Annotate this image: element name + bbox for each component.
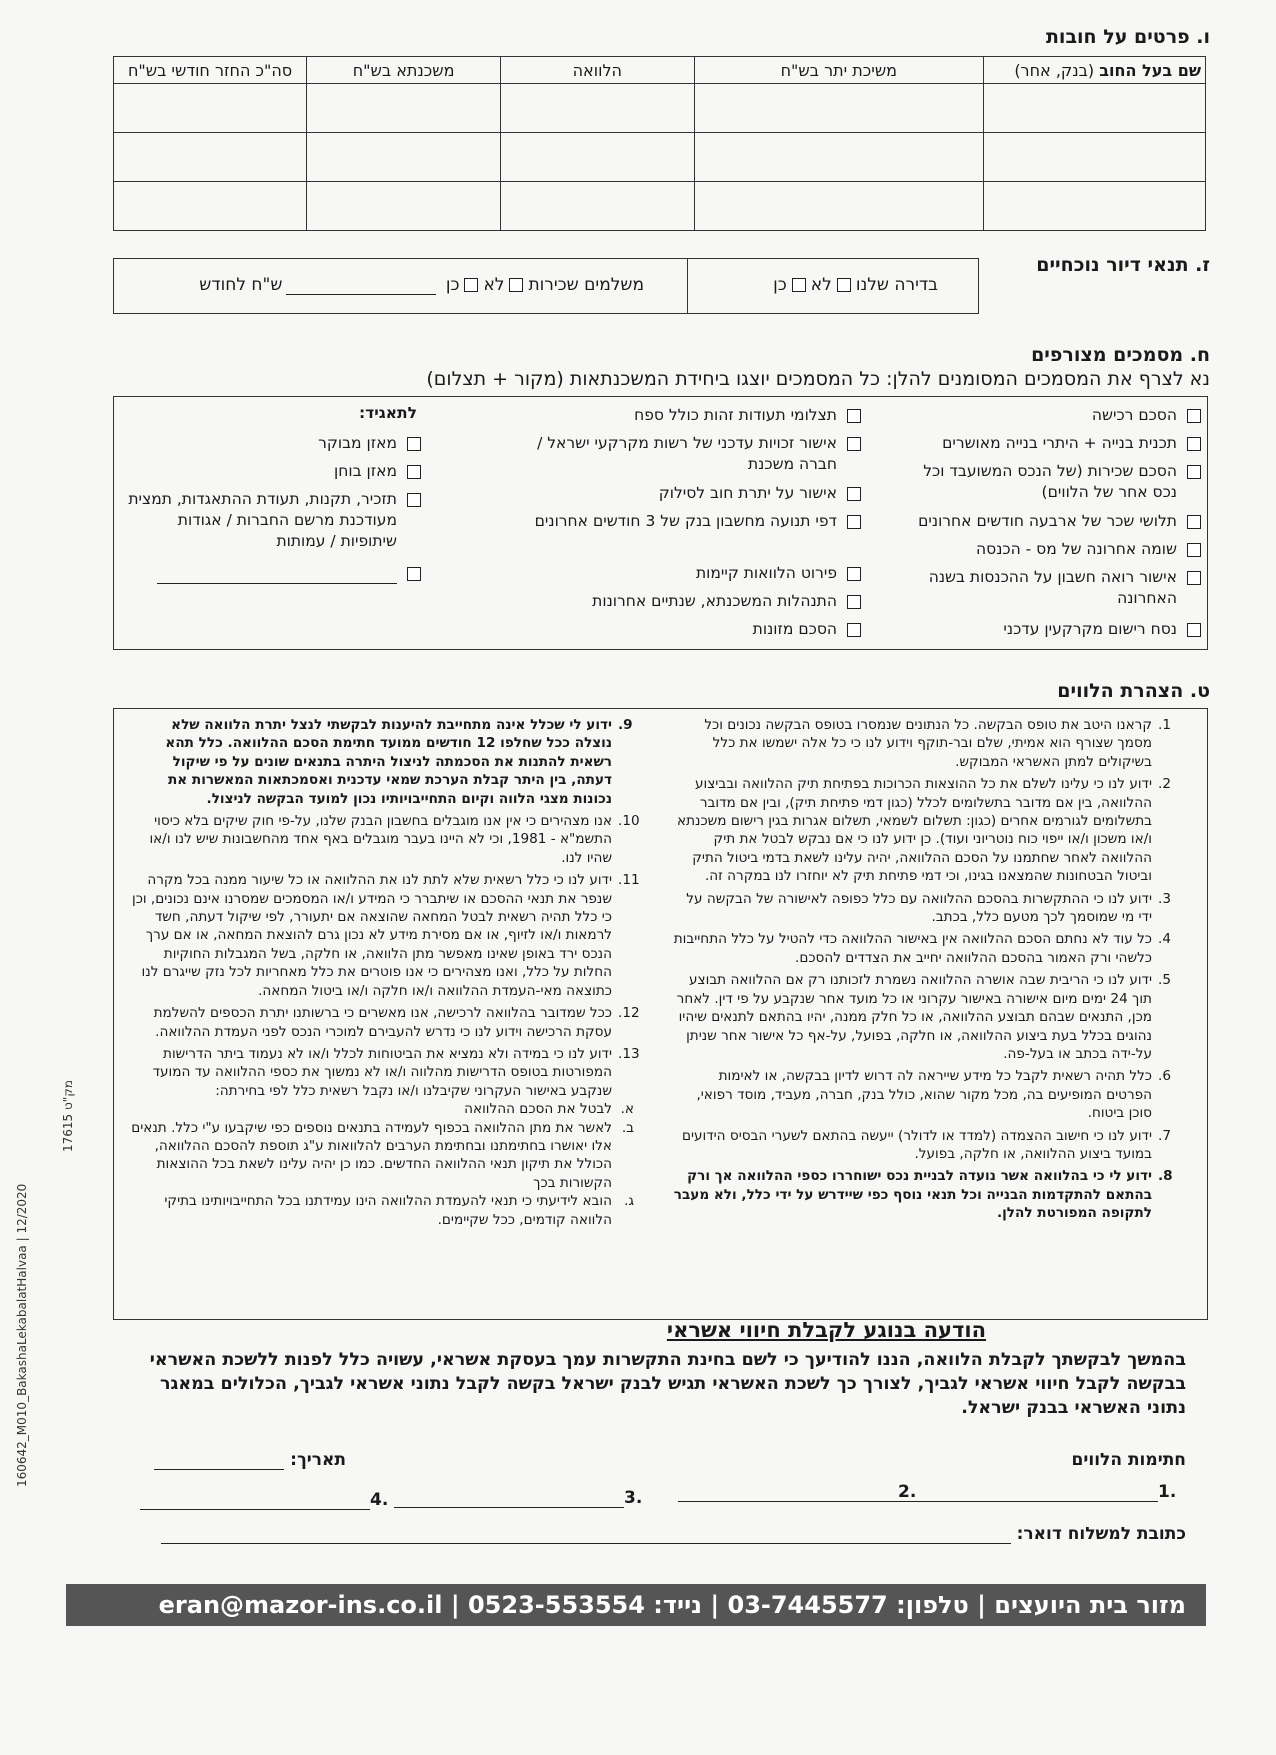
- own-label: בדירה שלנו: [855, 275, 938, 295]
- debts-table: [113, 56, 1206, 231]
- table-row: [114, 133, 1206, 182]
- doc-checkbox[interactable]: [847, 567, 861, 581]
- debts-col-overdraft: משיכת יתר בש"ח: [694, 57, 983, 84]
- declaration-item: 8. ידוע לי כי בהלוואה אשר נועדה לבניית נכס ישוחררו כספי ההלוואה אך ורק בהתאם להתקדמות הבנייה וכל תנאי נוסף כפי שיידרש על ידי כלל, ולא מעבר לתקופה המפורטת להלן.: [673, 1168, 1173, 1222]
- address-row: [161, 1524, 1186, 1544]
- doc-checkbox[interactable]: [1187, 623, 1201, 637]
- table-cell[interactable]: [694, 182, 983, 231]
- date-field[interactable]: [154, 1469, 284, 1470]
- doc-checkbox[interactable]: [847, 623, 861, 637]
- documents-title: ח. מסמכים מצורפים: [1031, 344, 1210, 366]
- credit-notice-text: בהמשך לבקשתך לקבלת הלוואה, הננו להודיעך כי לשם בחינת התקשרות עמך בעסקת אשראי, עשויה כלל לפנות ללשכת האשראי בבקשה לקבל חיווי אשראי לגביך, לצורך כך לשכת האשראי תגיש לבנק ישראל בקשה לקבל נתוני אשראי לגביך, הכלולים במאגר נתוני האשראי בבנק ישראל.: [149, 1350, 1186, 1418]
- doc-item: תכנית בנייה + היתרי בנייה מאושרים: [907, 433, 1177, 454]
- footer-mobile-label: נייד:: [653, 1591, 703, 1619]
- rent-no-label: לא: [483, 275, 505, 295]
- table-cell[interactable]: [984, 84, 1206, 133]
- declaration-item: 13. ידוע לנו כי במידה ולא נמציא את הביטוחות לכלל ו/או לא נעמוד ביתר הדרישות המפורטות בטופס הדרישות מהלווה ו/או לא נמשוך את כספי ההלוואה עד המועד שנקבע באישור העקרוני שקיבלנו ו/או נקבל רשאית כלל לפי בחירתה:: [152, 1045, 640, 1099]
- table-cell[interactable]: [501, 84, 695, 133]
- signature-2-field[interactable]: [678, 1501, 898, 1502]
- debts-col-monthly: סה"כ החזר חודשי בש"ח: [114, 57, 307, 84]
- doc-item: הסכם רכישה: [907, 405, 1177, 426]
- signatures-title: חתימות הלווים: [1071, 1450, 1186, 1470]
- declaration-title: ט. הצהרת הלווים: [1057, 680, 1210, 702]
- credit-notice-title: הודעה בנוגע לקבלת חיווי אשראי: [666, 1318, 986, 1342]
- table-cell[interactable]: [694, 133, 983, 182]
- doc-checkbox[interactable]: [1187, 409, 1201, 423]
- housing-title: ז. תנאי דיור נוכחיים: [1036, 254, 1210, 276]
- doc-item: הסכם שכירות (של הנכס המשועבד וכל נכס אחר של הלווים): [907, 461, 1177, 503]
- rent-label: משלמים שכירות: [528, 275, 644, 295]
- declaration-item: 1. קראנו היטב את טופס הבקשה. כל הנתונים שנמסרו בטופס הבקשה נכונים וכל מסמך שצורף הוא אמיתי, שלם ובר-תוקף וידוע לנו כי כל אלה ישמשו את כלל בשיקולים למתן האשראי המבוקש.: [704, 717, 1171, 770]
- debts-col-loan: הלוואה: [501, 57, 695, 84]
- own-no-checkbox[interactable]: [837, 278, 851, 292]
- footer-company: מזור בית היועצים: [994, 1591, 1186, 1619]
- table-cell[interactable]: [501, 182, 695, 231]
- doc-checkbox[interactable]: [407, 493, 421, 507]
- documents-instruction: נא לצרף את המסמכים המסומנים להלן: כל המסמכים יוצגו ביחידת המשכנתאות (מקור + תצלום): [426, 368, 1210, 390]
- rent-yes-checkbox[interactable]: [464, 278, 478, 292]
- table-cell[interactable]: [984, 133, 1206, 182]
- table-cell[interactable]: [114, 84, 307, 133]
- doc-item: אישור רואה חשבון על ההכנסות בשנה האחרונה: [907, 567, 1177, 609]
- declaration-item: 4. כל עוד לא נחתם הסכם ההלוואה אין באישור ההלוואה כדי להטיל על כלל התחייבות כלשהי ורק האמור בהסכם ההלוואה יחייב את הצדדים להסכם.: [673, 931, 1171, 966]
- doc-item: התנהלות המשכנתא, שנתיים אחרונות: [517, 591, 837, 612]
- declaration-item: 11. ידוע לנו כי כלל רשאית שלא לתת לנו את ההלוואה או כל שיעור ממנה בכל מקרה שנפר את תנאי ההסכם או שיתברר כי המידע ו/או המסמכים שמסרנו אינם נכונים, וכן כי כלל תהיה רשאית לבטל המחאה שהוצאה אם יתעורר, לפי שיקול דעתה, חשד לרמאות ו/או לזיוף, או אם מסירת מידע לא נכון גרם להוצאת המחאה, או אם ערך הנכס ירד באופן שאינו מאפשר מתן הלוואה, או חלקה, בשל המגבלות החוקיות החלות על כלל, ואנו מצהירים כי אנו פוטרים את כלל מאחריות לכל נזק שייגרם לנו כתוצאה מאי-העמדת ההלוואה ו/או חלקה ו/או ביטול המחאה.: [132, 872, 640, 999]
- doc-item: תצלומי תעודות זהות כולל ספח: [517, 405, 837, 426]
- doc-item: אישור על יתרת חוב לסילוק: [517, 483, 837, 504]
- doc-item: [127, 563, 397, 584]
- doc-item: נסח רישום מקרקעין עדכני: [907, 619, 1177, 640]
- table-cell[interactable]: [984, 182, 1206, 231]
- footer-email[interactable]: eran@mazor-ins.co.il: [158, 1591, 443, 1619]
- doc-checkbox[interactable]: [407, 465, 421, 479]
- declaration-item: 2. ידוע לנו כי עלינו לשלם את כל ההוצאות הכרוכות בפתיחת תיק ההלוואה ובביצוע ההלוואה, בין אם מדובר בתשלומים לכלל (כגון דמי פתיחת תיק), ובין אם מדובר בתשלומים לגורמים אחרים (כגון: תשלום לשמאי, תשלום אגרות בגין רישום משכנתא ו/או משכון ו/או ייפוי כוח נוטריוני ועוד). כן ידוע לנו כי אם נבקש לבטל את תיק ההלוואה לאחר שחתמנו על הסכם ההלוואה, יהיה עלינו לשאת בדמי ביטול התיק וביטול הבטחונות שהמצאנו בגינו, וכי דמי פתיחת תיק לא יוחזרו לנו במקרה זה.: [677, 776, 1171, 885]
- other-doc-field[interactable]: [157, 569, 397, 584]
- declaration-subitem: ב. לאשר את מתן ההלוואה בכפוף לעמידה בתנאים נוספים כפי שיקבעו ע"י כלל. תנאים אלו יאושרו בחתימתנו ובחתימת הערבים להלוואות ע"ג תוספת להסכם ההלוואה, הכולל את תיקון תנאי ההלוואה החדשים. כמו כן יהיה עלינו לשאת בכל ההוצאות הקשורות בכך: [131, 1119, 634, 1191]
- date-label: תאריך:: [290, 1450, 346, 1470]
- debts-col-creditor: שם בעל החוב (בנק, אחר): [984, 57, 1206, 84]
- signature-4-field[interactable]: [140, 1509, 370, 1510]
- doc-checkbox[interactable]: [407, 437, 421, 451]
- doc-checkbox[interactable]: [1187, 515, 1201, 529]
- catalog-number: 17615 מק"ט: [61, 1080, 75, 1152]
- doc-item: מאזן בוחן: [127, 461, 397, 482]
- date-label-group: [154, 1450, 346, 1470]
- table-row: [114, 182, 1206, 231]
- doc-checkbox[interactable]: [1187, 465, 1201, 479]
- doc-item: דפי תנועה מחשבון בנק של 3 חודשים אחרונים: [517, 511, 837, 532]
- table-cell[interactable]: [114, 133, 307, 182]
- doc-checkbox[interactable]: [847, 487, 861, 501]
- address-field[interactable]: [161, 1543, 1011, 1544]
- declaration-item: 5. ידוע לנו כי הריבית שבה אושרה ההלוואה נשמרת לזכותנו רק אם ההלוואה תבוצע תוך 24 ימים מיום אישורה באישור עקרוני או כל מועד אחר שנקבע על פי דין. לאחר מכן, התנאים שבהם תבוצע ההלוואה, או כל חלק ממנה, יהיו בהתאם לתנאים שיהיו נהוגים בכלל בעת ביצוע ההלוואה, או חלקה, בפועל, על-אף כל אישור אחר שניתן על-ידה בכתב או בעל-פה.: [676, 972, 1171, 1062]
- own-yes-checkbox[interactable]: [792, 278, 806, 292]
- doc-checkbox[interactable]: [1187, 571, 1201, 585]
- table-cell[interactable]: [307, 133, 501, 182]
- doc-item: פירוט הלוואות קיימות: [517, 563, 837, 584]
- table-cell[interactable]: [694, 84, 983, 133]
- declaration-item: 10. אנו מצהירים כי אין אנו מוגבלים בחשבון הבנק שלנו, על-פי חוק שיקים בלא כיסוי התשמ"א - 1981, וכי לא היינו בעבר מוגבלים באף אחד מהחשבונות שיש לנו ו/או שהיו לנו.: [149, 813, 640, 866]
- own-yes-label: כן: [773, 275, 787, 295]
- doc-checkbox[interactable]: [847, 409, 861, 423]
- declaration-item: 3. ידוע לנו כי ההתקשרות בהסכם ההלוואה עם כלל כפופה לאישורה של הבקשה על ידי מי שמוסמך לכך מטעם כלל, בכתב.: [686, 890, 1171, 926]
- housing-box: [113, 258, 979, 314]
- doc-checkbox[interactable]: [847, 595, 861, 609]
- address-label: כתובת למשלוח דואר:: [1016, 1524, 1186, 1544]
- declaration-item: 7. ידוע לנו כי חישוב ההצמדה (למדד או לדולר) ייעשה בהתאם לשערי הבסיס הידועים במועד ביצוע ההלוואה, או חלקה, בפועל.: [681, 1127, 1171, 1162]
- rent-amount-field[interactable]: [286, 294, 436, 295]
- footer-banner: מזור בית היועצים | טלפון: 03-7445577 | נייד: 0523-553554 | eran@mazor-ins.co.il: [66, 1584, 1206, 1626]
- doc-item: אישור זכויות עדכני של רשות מקרקעי ישראל / חברה משכנת: [517, 433, 837, 475]
- corporate-heading: לתאגיד:: [358, 404, 417, 422]
- signature-3: 3.: [394, 1488, 642, 1508]
- declaration-item: 6. כלל תהיה רשאית לקבל כל מידע שייראה לה דרוש לדיון בבקשה, או לאימות הפרטים המופיעים בה, מכל מקור שהוא, כולל בנק, חברה, מעביד, מוסד רפואי, סוכן ביטוח.: [696, 1068, 1171, 1122]
- documents-box: [113, 396, 1208, 650]
- doc-item: הסכם מזונות: [517, 619, 837, 640]
- signature-4: 4.: [140, 1490, 388, 1510]
- rent-no-checkbox[interactable]: [509, 278, 523, 292]
- own-no-label: לא: [810, 275, 832, 295]
- doc-item: תזכיר, תקנות, תעודת ההתאגדות, תמצית מעודכנת מרשם החברות / אגודות שיתופיות / עמותות: [127, 489, 397, 552]
- signature-3-field[interactable]: [394, 1507, 624, 1508]
- form-code: 160642_M010_BakashaLekabalatHalvaa | 12/2020: [15, 1183, 29, 1487]
- debts-col-mortgage: משכנתא בש"ח: [307, 57, 501, 84]
- doc-item: שומה אחרונה של מס - הכנסה: [907, 539, 1177, 560]
- declaration-item: 12. ככל שמדובר בהלוואה לרכישה, אנו מאשרים כי ברשותנו יתרת הכספים להשלמת עסקת הרכישה וידוע לנו כי נדרש להעבירם למוכרי הנכס לפני העמדת ההלוואה.: [153, 1005, 640, 1040]
- table-cell[interactable]: [307, 182, 501, 231]
- rent-yes-label: כן: [445, 275, 460, 295]
- table-cell[interactable]: [307, 84, 501, 133]
- declaration-left-column: [131, 716, 646, 1229]
- housing-rent: [199, 275, 644, 295]
- doc-checkbox[interactable]: [847, 515, 861, 529]
- table-row: [114, 84, 1206, 133]
- declaration-subitem: א. לבטל את הסכם ההלוואה: [464, 1101, 634, 1118]
- housing-own: [687, 259, 978, 313]
- table-cell[interactable]: [114, 182, 307, 231]
- declaration-right-column: [671, 716, 1186, 1227]
- table-cell[interactable]: [501, 133, 695, 182]
- footer-mobile[interactable]: 0523-553554: [467, 1591, 645, 1619]
- footer-phone[interactable]: 03-7445577: [727, 1591, 888, 1619]
- doc-checkbox[interactable]: [1187, 437, 1201, 451]
- doc-checkbox[interactable]: [407, 567, 421, 581]
- doc-item: מאזן מבוקר: [127, 433, 397, 454]
- signature-2: 2.: [678, 1482, 916, 1502]
- footer-phone-label: טלפון:: [896, 1591, 969, 1619]
- doc-checkbox[interactable]: [1187, 543, 1201, 557]
- doc-checkbox[interactable]: [847, 437, 861, 451]
- declaration-item: 9. ידוע לי שכלל אינה מתחייבת להיענות לבקשתי לנצל יתרת הלוואה שלא נוצלה ככל שחלפו 12 חודשים ממועד חתימת הסכם ההלוואה. כלל תהא רשאית להתנות את הסכמתה לניצול היתרה בתנאים שונים על פי שיקול דעתה, בין היתר קבלת הערכת שמאי עדכנית ואסמכתאות המאשרות את נכונות מצגי הלווה וקיום התחייבויותיו נכון למועד הבקשה לניצול.: [165, 717, 633, 807]
- debts-title: ו. פרטים על חובות: [1045, 26, 1210, 48]
- doc-item: תלושי שכר של ארבעה חודשים אחרונים: [907, 511, 1177, 532]
- rent-unit: ש"ח לחודש: [199, 275, 283, 295]
- declaration-subitem: ג. הובא לידיעתי כי תנאי להעמדת ההלוואה הינו עמידתנו בכל התחייבויותינו בתיקי הלוואה קודמים, ככל שקיימים.: [164, 1193, 634, 1228]
- signature-1: 1.: [678, 1482, 1176, 1502]
